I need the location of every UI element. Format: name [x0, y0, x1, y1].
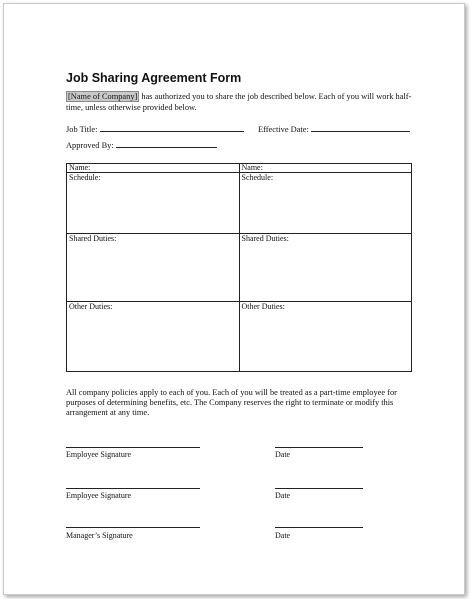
employee-signature-label-2: Employee Signature	[66, 491, 132, 500]
shared-duties-label: Shared Duties:	[69, 234, 117, 243]
shared-duties-label: Shared Duties:	[241, 234, 289, 243]
job-title-label: Job Title:	[66, 125, 98, 134]
name-label: Name:	[241, 163, 263, 172]
job-sharing-table	[66, 163, 412, 372]
company-name-placeholder[interactable]: [Name of Company]	[68, 92, 138, 101]
intro-paragraph	[66, 92, 416, 113]
approved-by-row	[66, 139, 217, 150]
other-duties-cell-left[interactable]	[67, 302, 240, 372]
other-duties-label: Other Duties:	[241, 302, 285, 311]
name-cell-left[interactable]	[67, 164, 240, 173]
date-label-1: Date	[275, 450, 291, 459]
effective-date-label: Effective Date:	[258, 125, 309, 134]
manager-signature-label: Manager’s Signature	[66, 531, 133, 540]
employee-signature-line-2[interactable]	[66, 488, 200, 489]
date-label-3: Date	[275, 531, 291, 540]
intro-text: has authorized you to share the job described below. Each of you will work half-time, unless otherwise provided below.	[66, 92, 412, 112]
schedule-cell-left[interactable]	[67, 173, 240, 234]
schedule-cell-right[interactable]	[239, 173, 412, 234]
schedule-label: Schedule:	[241, 173, 274, 182]
shared-duties-cell-left[interactable]	[67, 234, 240, 302]
name-cell-right[interactable]	[239, 164, 412, 173]
job-title-field[interactable]	[100, 123, 244, 132]
effective-date-row	[258, 123, 410, 134]
date-label-2: Date	[275, 491, 291, 500]
document-page	[3, 3, 465, 595]
date-line-2[interactable]	[275, 488, 363, 489]
employee-signature-label-1: Employee Signature	[66, 450, 132, 459]
schedule-label: Schedule:	[69, 173, 101, 182]
page-title: Job Sharing Agreement Form	[66, 71, 242, 85]
job-title-row	[66, 123, 244, 134]
approved-by-field[interactable]	[116, 139, 217, 148]
other-duties-cell-right[interactable]	[239, 302, 412, 372]
manager-signature-line[interactable]	[66, 527, 200, 528]
other-duties-label: Other Duties:	[69, 302, 113, 311]
effective-date-field[interactable]	[311, 123, 410, 132]
policy-paragraph: All company policies apply to each of you. Each of you will be treated as a part-time employee for purposes of determining benefits, etc. The Company reserves the right to terminate or modify this arrangement at any time.	[66, 388, 397, 418]
name-label: Name:	[69, 163, 91, 172]
date-line-3[interactable]	[275, 527, 363, 528]
date-line-1[interactable]	[275, 447, 363, 448]
employee-signature-line-1[interactable]	[66, 447, 200, 448]
shared-duties-cell-right[interactable]	[239, 234, 412, 302]
approved-by-label: Approved By:	[66, 141, 114, 150]
